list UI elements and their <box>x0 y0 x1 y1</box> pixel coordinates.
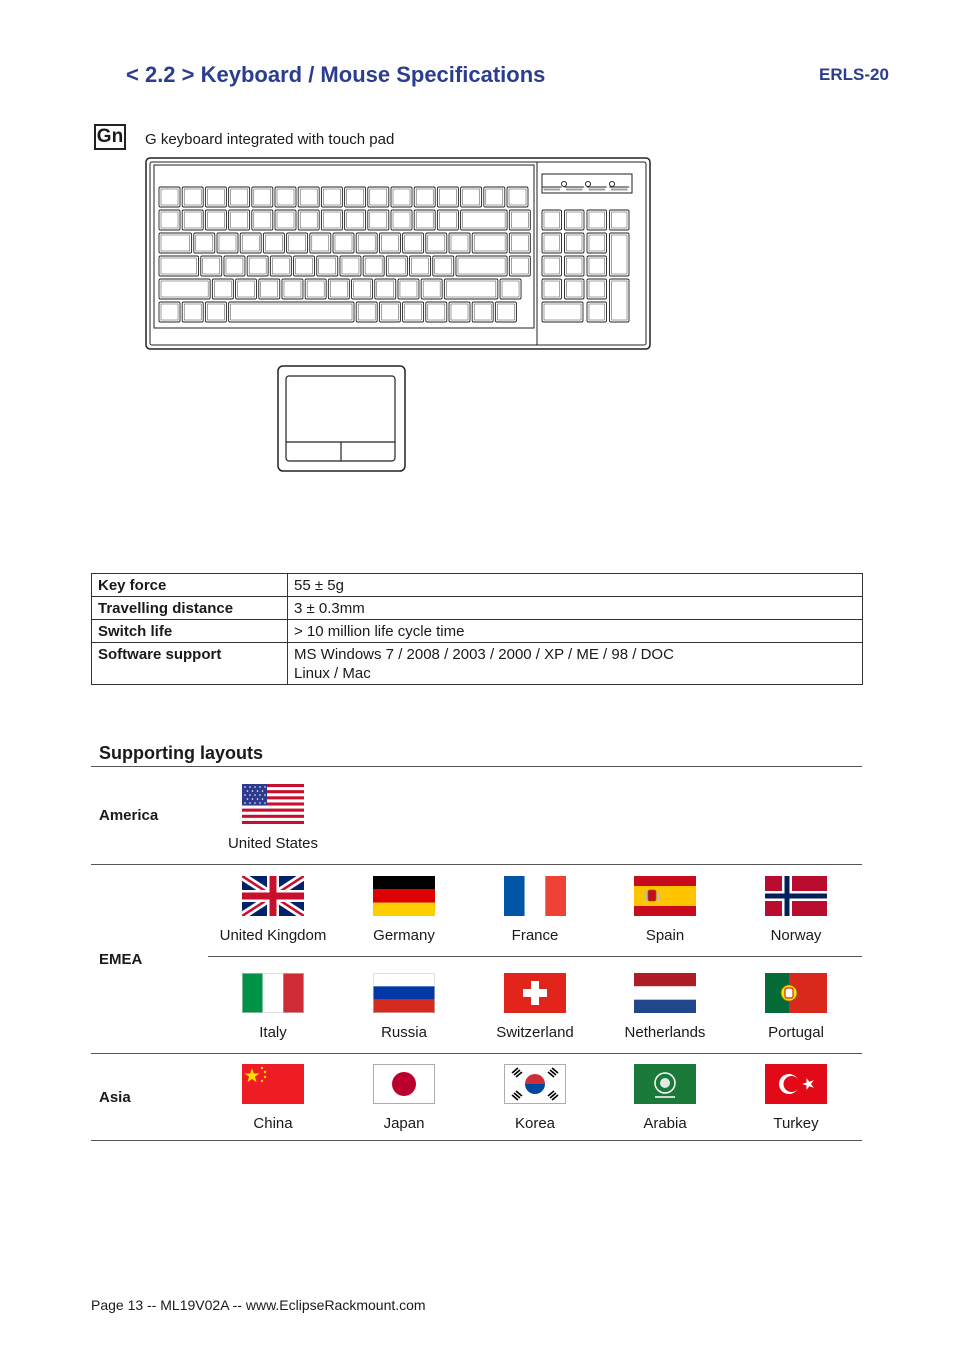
keyboard-key <box>259 279 280 299</box>
spec-value: 3 ± 0.3mm <box>288 597 863 620</box>
keyboard-key <box>587 302 607 322</box>
keyboard-key <box>224 256 245 276</box>
keyboard-key <box>368 210 389 230</box>
keyboard-key <box>472 302 493 322</box>
flag-label: Switzerland <box>496 1024 574 1041</box>
keyboard-key <box>449 302 470 322</box>
keyboard-key <box>542 210 562 230</box>
keyboard-key <box>368 187 389 207</box>
flag-cell-japan <box>339 1064 469 1132</box>
keyboard-key <box>403 302 424 322</box>
arabia-flag-icon <box>634 1064 696 1104</box>
keyboard-key <box>542 302 583 322</box>
china-flag-icon <box>242 1064 304 1104</box>
spain-flag-icon <box>634 876 696 916</box>
keyboard-key <box>294 256 315 276</box>
keyboard-key <box>437 210 458 230</box>
keyboard-key <box>565 256 585 276</box>
keyboard-key <box>610 210 630 230</box>
keyboard-key <box>356 302 377 322</box>
keyboard-key <box>275 187 296 207</box>
keyboard-key <box>328 279 349 299</box>
spec-value: > 10 million life cycle time <box>288 620 863 643</box>
flag-cell-arabia <box>600 1064 730 1132</box>
keyboard-key <box>444 279 497 299</box>
flag-label: Arabia <box>643 1115 687 1132</box>
keyboard-key <box>610 233 630 276</box>
region-label-america: America <box>99 807 159 824</box>
keyboard-key <box>542 233 562 253</box>
keyboard-key <box>236 279 257 299</box>
keyboard-key <box>379 302 400 322</box>
flag-cell-turkey <box>731 1064 861 1132</box>
keyboard-key <box>229 187 250 207</box>
keyboard-key <box>182 302 203 322</box>
keyboard-key <box>587 233 607 253</box>
keyboard-key <box>229 210 250 230</box>
spec-value-line: Linux / Mac <box>294 665 371 682</box>
keyboard-key <box>461 187 482 207</box>
specs-table <box>91 573 863 685</box>
keyboard-key <box>275 210 296 230</box>
flag-label: China <box>253 1115 293 1132</box>
keyboard-key <box>484 187 505 207</box>
keyboard-key <box>500 279 521 299</box>
keyboard-key <box>159 279 210 299</box>
flag-cell-china <box>208 1064 338 1132</box>
flag-cell-france <box>470 876 600 944</box>
keyboard-key <box>321 187 342 207</box>
keyboard-key <box>305 279 326 299</box>
keyboard-key <box>414 187 435 207</box>
keyboard-key <box>270 256 291 276</box>
region-divider <box>91 1053 862 1054</box>
flag-label: Norway <box>770 927 822 944</box>
flag-label: Italy <box>259 1024 287 1041</box>
model-label: ERLS-20 <box>819 65 889 84</box>
keyboard-key <box>509 233 530 253</box>
keyboard-key <box>159 256 199 276</box>
flag-label: Korea <box>514 1115 556 1132</box>
flag-cell-netherlands <box>600 973 730 1041</box>
keyboard-key <box>610 279 630 322</box>
keyboard-key <box>159 302 180 322</box>
flag-label: Portugal <box>768 1024 824 1041</box>
spec-value-line: MS Windows 7 / 2008 / 2003 / 2000 / XP / ME / 98 / DOC <box>294 646 674 663</box>
flag-label: United States <box>227 835 319 852</box>
keyboard-key <box>159 210 180 230</box>
keyboard-key <box>317 256 338 276</box>
keyboard-key <box>321 210 342 230</box>
keyboard-key <box>403 233 424 253</box>
keyboard-key <box>194 233 215 253</box>
keyboard-key <box>495 302 516 322</box>
keyboard-key <box>182 187 203 207</box>
germany-flag-icon <box>373 876 435 916</box>
keyboard-key <box>565 210 585 230</box>
keyboard-key <box>565 233 585 253</box>
keyboard-key <box>391 187 412 207</box>
table-row <box>92 574 863 597</box>
page-title: < 2.2 > Keyboard / Mouse Specifications <box>126 62 546 87</box>
keyboard-key <box>507 187 528 207</box>
uk-flag-icon <box>242 876 304 916</box>
touchpad-diagram <box>277 365 407 473</box>
keyboard-key <box>379 233 400 253</box>
region-divider <box>91 1140 862 1141</box>
flag-label: Spain <box>645 927 685 944</box>
section-divider <box>91 766 862 767</box>
flag-label: United Kingdom <box>219 927 327 944</box>
keyboard-key <box>217 233 238 253</box>
keyboard-key <box>421 279 442 299</box>
keyboard-key <box>363 256 384 276</box>
japan-flag-icon <box>373 1064 435 1104</box>
supporting-layouts-title: Supporting layouts <box>99 743 263 763</box>
russia-flag-icon <box>373 973 435 1013</box>
keyboard-key <box>565 279 585 299</box>
flag-cell-portugal <box>731 973 861 1041</box>
option-caption: G keyboard integrated with touch pad <box>145 131 395 148</box>
keyboard-key <box>345 187 366 207</box>
keyboard-key <box>587 256 607 276</box>
spec-key: Switch life <box>92 620 288 643</box>
flag-label: Turkey <box>773 1115 819 1132</box>
keyboard-key <box>433 256 454 276</box>
portugal-flag-icon <box>765 973 827 1013</box>
keyboard-key <box>391 210 412 230</box>
emea-row-divider <box>208 956 862 957</box>
flag-cell-korea <box>470 1064 600 1132</box>
spec-value: 55 ± 5g <box>288 574 863 597</box>
table-row <box>92 643 863 685</box>
flag-label: Russia <box>381 1024 427 1041</box>
keyboard-key <box>229 302 354 322</box>
keyboard-diagram <box>145 157 651 351</box>
region-divider <box>91 864 862 865</box>
flag-cell-norway <box>731 876 861 944</box>
keyboard-key <box>182 210 203 230</box>
keyboard-key <box>426 302 447 322</box>
keyboard-key <box>542 279 562 299</box>
spec-value <box>288 643 863 685</box>
turkey-flag-icon <box>765 1064 827 1104</box>
keyboard-key <box>449 233 470 253</box>
keyboard-key <box>509 210 530 230</box>
netherlands-flag-icon <box>634 973 696 1013</box>
keyboard-key <box>375 279 396 299</box>
flag-cell-united-states <box>208 784 338 852</box>
flag-cell-united-kingdom <box>208 876 338 944</box>
keyboard-key <box>201 256 222 276</box>
keyboard-key <box>298 210 319 230</box>
us-flag-icon <box>242 784 304 824</box>
flag-label: France <box>511 927 559 944</box>
flag-cell-spain <box>600 876 730 944</box>
keyboard-key <box>287 233 308 253</box>
keyboard-key <box>205 210 226 230</box>
keyboard-key <box>252 210 273 230</box>
table-row <box>92 620 863 643</box>
spec-key: Travelling distance <box>92 597 288 620</box>
keyboard-key <box>298 187 319 207</box>
flag-cell-germany <box>339 876 469 944</box>
keyboard-key <box>426 233 447 253</box>
option-code-badge: Gn <box>94 124 126 150</box>
flag-cell-italy <box>208 973 338 1041</box>
keyboard-key <box>340 256 361 276</box>
keyboard-key <box>240 233 261 253</box>
keyboard-key <box>252 187 273 207</box>
italy-flag-icon <box>242 973 304 1013</box>
keyboard-key <box>414 210 435 230</box>
keyboard-key <box>386 256 407 276</box>
keyboard-key <box>263 233 284 253</box>
keyboard-key <box>345 210 366 230</box>
table-row <box>92 597 863 620</box>
flag-cell-russia <box>339 973 469 1041</box>
keyboard-key <box>461 210 508 230</box>
keyboard-key <box>282 279 303 299</box>
keyboard-key <box>587 210 607 230</box>
spec-key: Software support <box>92 643 288 685</box>
keyboard-key <box>472 233 507 253</box>
keyboard-key <box>352 279 373 299</box>
keyboard-key <box>356 233 377 253</box>
keyboard-key <box>205 302 226 322</box>
keyboard-key <box>398 279 419 299</box>
france-flag-icon <box>504 876 566 916</box>
keyboard-key <box>542 256 562 276</box>
flag-label: Netherlands <box>624 1024 706 1041</box>
keyboard-key <box>159 187 180 207</box>
region-label-emea: EMEA <box>99 951 143 968</box>
keyboard-key <box>410 256 431 276</box>
region-label-asia: Asia <box>99 1089 131 1106</box>
keyboard-key <box>437 187 458 207</box>
flag-label: Germany <box>373 927 435 944</box>
flag-label: Japan <box>383 1115 425 1132</box>
flag-cell-switzerland <box>470 973 600 1041</box>
korea-flag-icon <box>504 1064 566 1104</box>
spec-key: Key force <box>92 574 288 597</box>
keyboard-key <box>212 279 233 299</box>
norway-flag-icon <box>765 876 827 916</box>
keyboard-key <box>587 279 607 299</box>
keyboard-key <box>509 256 530 276</box>
switzerland-flag-icon <box>504 973 566 1013</box>
keyboard-key <box>310 233 331 253</box>
keyboard-key <box>205 187 226 207</box>
page-footer: Page 13 -- ML19V02A -- www.EclipseRackmount.com <box>91 1297 426 1313</box>
keyboard-key <box>333 233 354 253</box>
keyboard-key <box>247 256 268 276</box>
keyboard-key <box>456 256 507 276</box>
keyboard-key <box>159 233 192 253</box>
